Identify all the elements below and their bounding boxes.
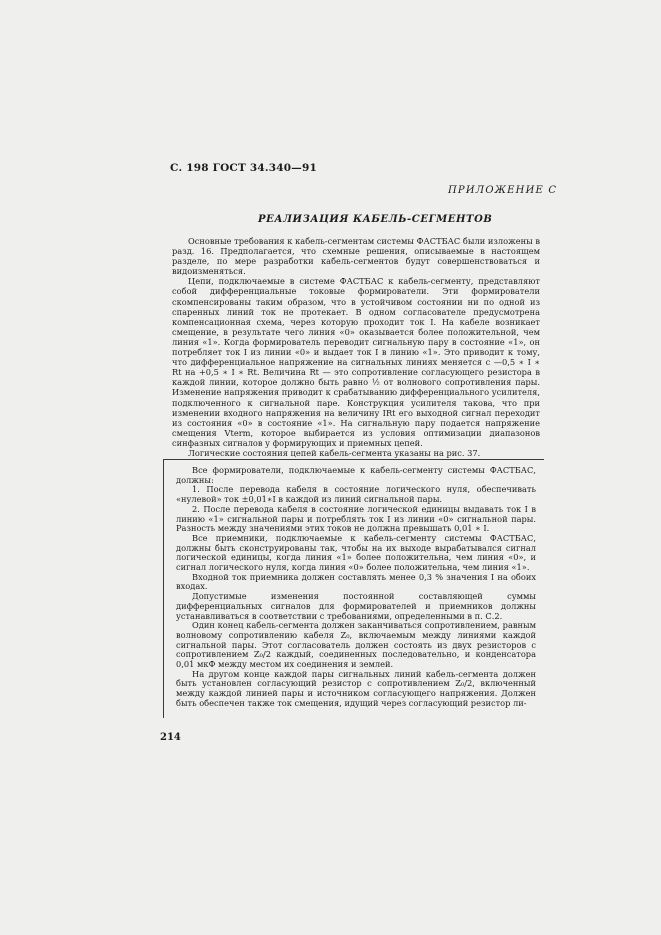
requirements-paragraph: Допустимые изменения постоянной составляющей суммы дифференциальных сигналов для формирователей и приемников должны устанавливаться в соответствии с требованиями, определенными в п. С.2. bbox=[176, 591, 536, 621]
requirements-paragraph: На другом конце каждой пары сигнальных линий кабель-сегмента должен быть установлен согласующий резистор с сопротивлением Z₀/2, включенный между каждой линией пары и источником согласующего напряжения. Должен быть обеспечен также ток смещения, идущий через согласующий резистор ли- bbox=[176, 668, 536, 708]
intro-paragraph: Логические состояния цепей кабель-сегмента указаны на рис. 37. bbox=[188, 447, 481, 458]
section-title: РЕАЛИЗАЦИЯ КАБЕЛЬ-СЕГМЕНТОВ bbox=[258, 214, 493, 225]
requirements-paragraph: 2. После перевода кабеля в состояние логической единицы выдавать ток I в линию «1» сигнальной пары и потреблять ток I из линии «0» сигнальной пары. Разность между значениями этих токов не должна превышать 0,01 ∗ I. bbox=[176, 503, 536, 534]
intro-paragraph: Цепи, подключаемые в системе ФАСТБАС к кабель-сегменту, представляют собой дифференциальные токовые формирователи. Эти формирователи скомпенсированы таким образом, что в устойчивом состоянии ни по одной из спаренных линий ток не протекает. В одном согласователе предусмотрена компенсационная схема, через которую проходит ток I. На кабеле возникает смещение, в результате чего линия «0» оказывается более положительной, чем линия «1». Когда формирователь переводит сигнальную пару в состояние «1», он потребляет ток I из линии «0» и выдает ток I в линию «1». Это приводит к тому, что дифференциальное напряжение на сигнальных линиях меняется с —0,5 ∗ I ∗ Rt на +0,5 ∗ I ∗ Rt. Величина Rt — это сопротивление согласующего резистора в каждой линии, которое должно быть равно ½ от волнового сопротивления пары. Изменение напряжения приводит к срабатыванию дифференциального усилителя, подключенного к сигнальной паре. Конструкция усилителя такова, что при изменении входного напряжения на величину IRt его выходной сигнал переходит из состояния «0» в состояние «1». На сигнальную пару подается напряжение смещения Vterm, которое выбирается из условия оптимизации диапазонов синфазных сигналов у формирующих и приемных цепей. bbox=[172, 276, 540, 448]
requirements-paragraph: Один конец кабель-сегмента должен заканчиваться сопротивлением, равным волновому сопротивлению кабеля Z₀, включаемым между линиями каждой сигнальной пары. Этот согласователь должен состоять из двух резисторов с сопротивлением Z₀/2 каждый, соединенных последовательно, и конденсатора 0,01 мкФ между местом их соединения и землей. bbox=[176, 620, 536, 670]
intro-text bbox=[172, 236, 540, 458]
page-header: С. 198 ГОСТ 34.340—91 bbox=[170, 162, 317, 174]
appendix-label: ПРИЛОЖЕНИЕ С bbox=[448, 185, 558, 196]
requirements-paragraph: 1. После перевода кабеля в состояние логического нуля, обеспечивать «нулевой» ток ±0,01∗I в каждой из линий сигнальной пары. bbox=[176, 484, 536, 505]
page-number: 214 bbox=[160, 732, 181, 743]
requirements-paragraph: Все приемники, подключаемые к кабель-сегменту системы ФАСТБАС, должны быть сконструированы так, чтобы на их выходе вырабатывался сигнал логической единицы, когда линия «1» более положительна, чем линия «0», и сигнал логического нуля, когда линия «0» более положительна, чем линия «1». bbox=[176, 532, 536, 573]
requirements-paragraph: Входной ток приемника должен составлять менее 0,3 % значения I на обоих входах. bbox=[176, 571, 536, 592]
intro-paragraph: Основные требования к кабель-сегментам системы ФАСТБАС были изложены в разд. 16. Предполагается, что схемные решения, описываемые в настоящем разделе, по мере разработки кабель-сегментов будут совершенствоваться и видоизменяться. bbox=[172, 236, 540, 277]
requirements-paragraph: Все формирователи, подключаемые к кабель-сегменту системы ФАСТБАС, должны: bbox=[176, 465, 536, 485]
requirements-text bbox=[176, 466, 536, 709]
